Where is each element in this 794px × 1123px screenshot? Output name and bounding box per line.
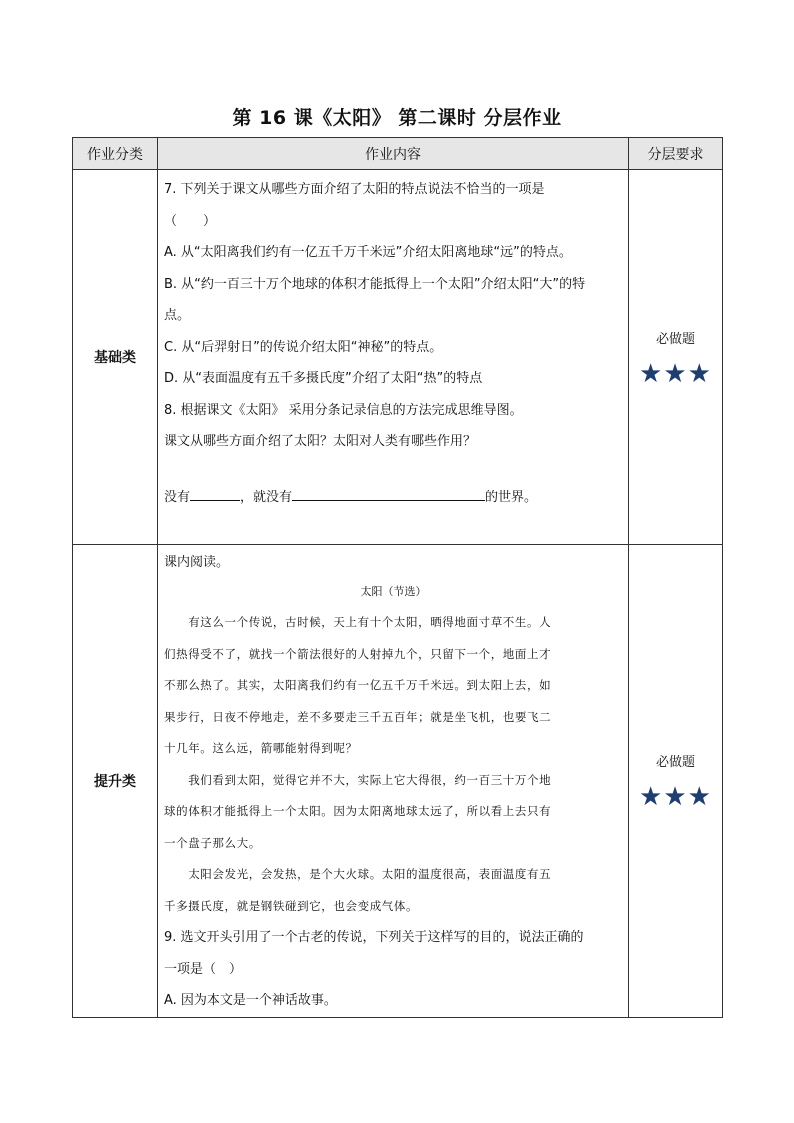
question-9-option-a: A. 因为本文是一个神话故事。 [164, 993, 337, 1008]
fill-text-2: ，就没有 [240, 489, 293, 505]
passage-line: 们热得受不了，就找一个箭法很好的人射掉九个，只留下一个，地面上才 [164, 646, 552, 661]
passage-line: 千多摄氏度，就是钢铁碰到它，也会变成气体。 [164, 898, 419, 913]
homework-table [72, 137, 723, 1018]
advanced-requirement [629, 545, 723, 1018]
advanced-row [73, 545, 723, 1018]
basic-content [158, 170, 629, 545]
question-9-stem-cont: 一项是（ ） [164, 961, 243, 977]
fill-in-line [164, 482, 623, 514]
answer-blank-2[interactable] [292, 486, 485, 501]
question-7-option-b: B. 从“约一百三十万个地球的体积才能抵得上一个太阳”介绍太阳“大”的特 [164, 276, 586, 292]
question-7-option-b-cont: 点。 [164, 308, 191, 323]
question-8-stem: 8. 根据课文《太阳》 采用分条记录信息的方法完成思维导图。 [164, 402, 523, 418]
passage-title: 太阳（节选） [360, 585, 427, 598]
page-title: 第 16 课《太阳》 第二课时 分层作业 [232, 107, 562, 129]
star-rating-icon: ★★★ [639, 782, 712, 813]
basic-requirement [629, 170, 723, 545]
passage-line: 太阳会发光，会发热，是个大火球。太阳的温度很高，表面温度有五 [164, 867, 552, 881]
question-7-bracket: （ ） [164, 213, 217, 229]
passage-line: 有这么一个传说，古时候，天上有十个太阳，晒得地面寸草不生。人 [164, 615, 552, 629]
question-8-prompt: 课文从哪些方面介绍了太阳？太阳对人类有哪些作用？ [164, 434, 477, 449]
header-content: 作业内容 [158, 138, 629, 170]
header-requirement: 分层要求 [629, 138, 723, 170]
basic-requirement-label: 必做题 [655, 331, 695, 347]
passage-line: 一个盘子那么大。 [164, 835, 261, 850]
passage-line: 十几年。这么远，箭哪能射得到呢？ [164, 741, 358, 755]
reading-intro: 课内阅读。 [164, 555, 230, 570]
passage-line: 不那么热了。其实，太阳离我们约有一亿五千万千米远。到太阳上去，如 [164, 678, 552, 692]
question-7-option-a: A. 从“太阳离我们约有一亿五千万千米远”介绍太阳离地球“远”的特点。 [164, 245, 572, 260]
question-7-option-c: C. 从“后羿射日”的传说介绍太阳“神秘”的特点。 [164, 339, 443, 355]
fill-text-3: 的世界。 [485, 489, 538, 505]
basic-row [73, 170, 723, 545]
fill-text-1: 没有 [164, 489, 191, 505]
answer-blank-1[interactable] [190, 486, 240, 501]
question-7-option-d: D. 从“表面温度有五千多摄氏度”介绍了太阳“热”的特点 [164, 371, 483, 386]
header-category: 作业分类 [73, 138, 158, 170]
passage-line: 我们看到太阳，觉得它并不大，实际上它大得很，约一百三十万个地 [164, 772, 552, 787]
passage-line: 果步行，日夜不停地走，差不多要走三千五百年；就是坐飞机，也要飞二 [164, 709, 552, 724]
advanced-category: 提升类 [73, 545, 158, 1018]
passage-line: 球的体积才能抵得上一个太阳。因为太阳离地球太远了，所以看上去只有 [164, 804, 552, 818]
advanced-requirement-label: 必做题 [655, 755, 695, 771]
star-rating-icon: ★★★ [639, 358, 712, 389]
table-header-row [73, 138, 723, 170]
advanced-content [158, 545, 629, 1018]
question-7-stem: 7. 下列关于课文从哪些方面介绍了太阳的特点说法不恰当的一项是 [164, 182, 545, 197]
question-9-stem: 9. 选文开头引用了一个古老的传说，下列关于这样写的目的，说法正确的 [164, 930, 584, 945]
basic-category: 基础类 [73, 170, 158, 545]
